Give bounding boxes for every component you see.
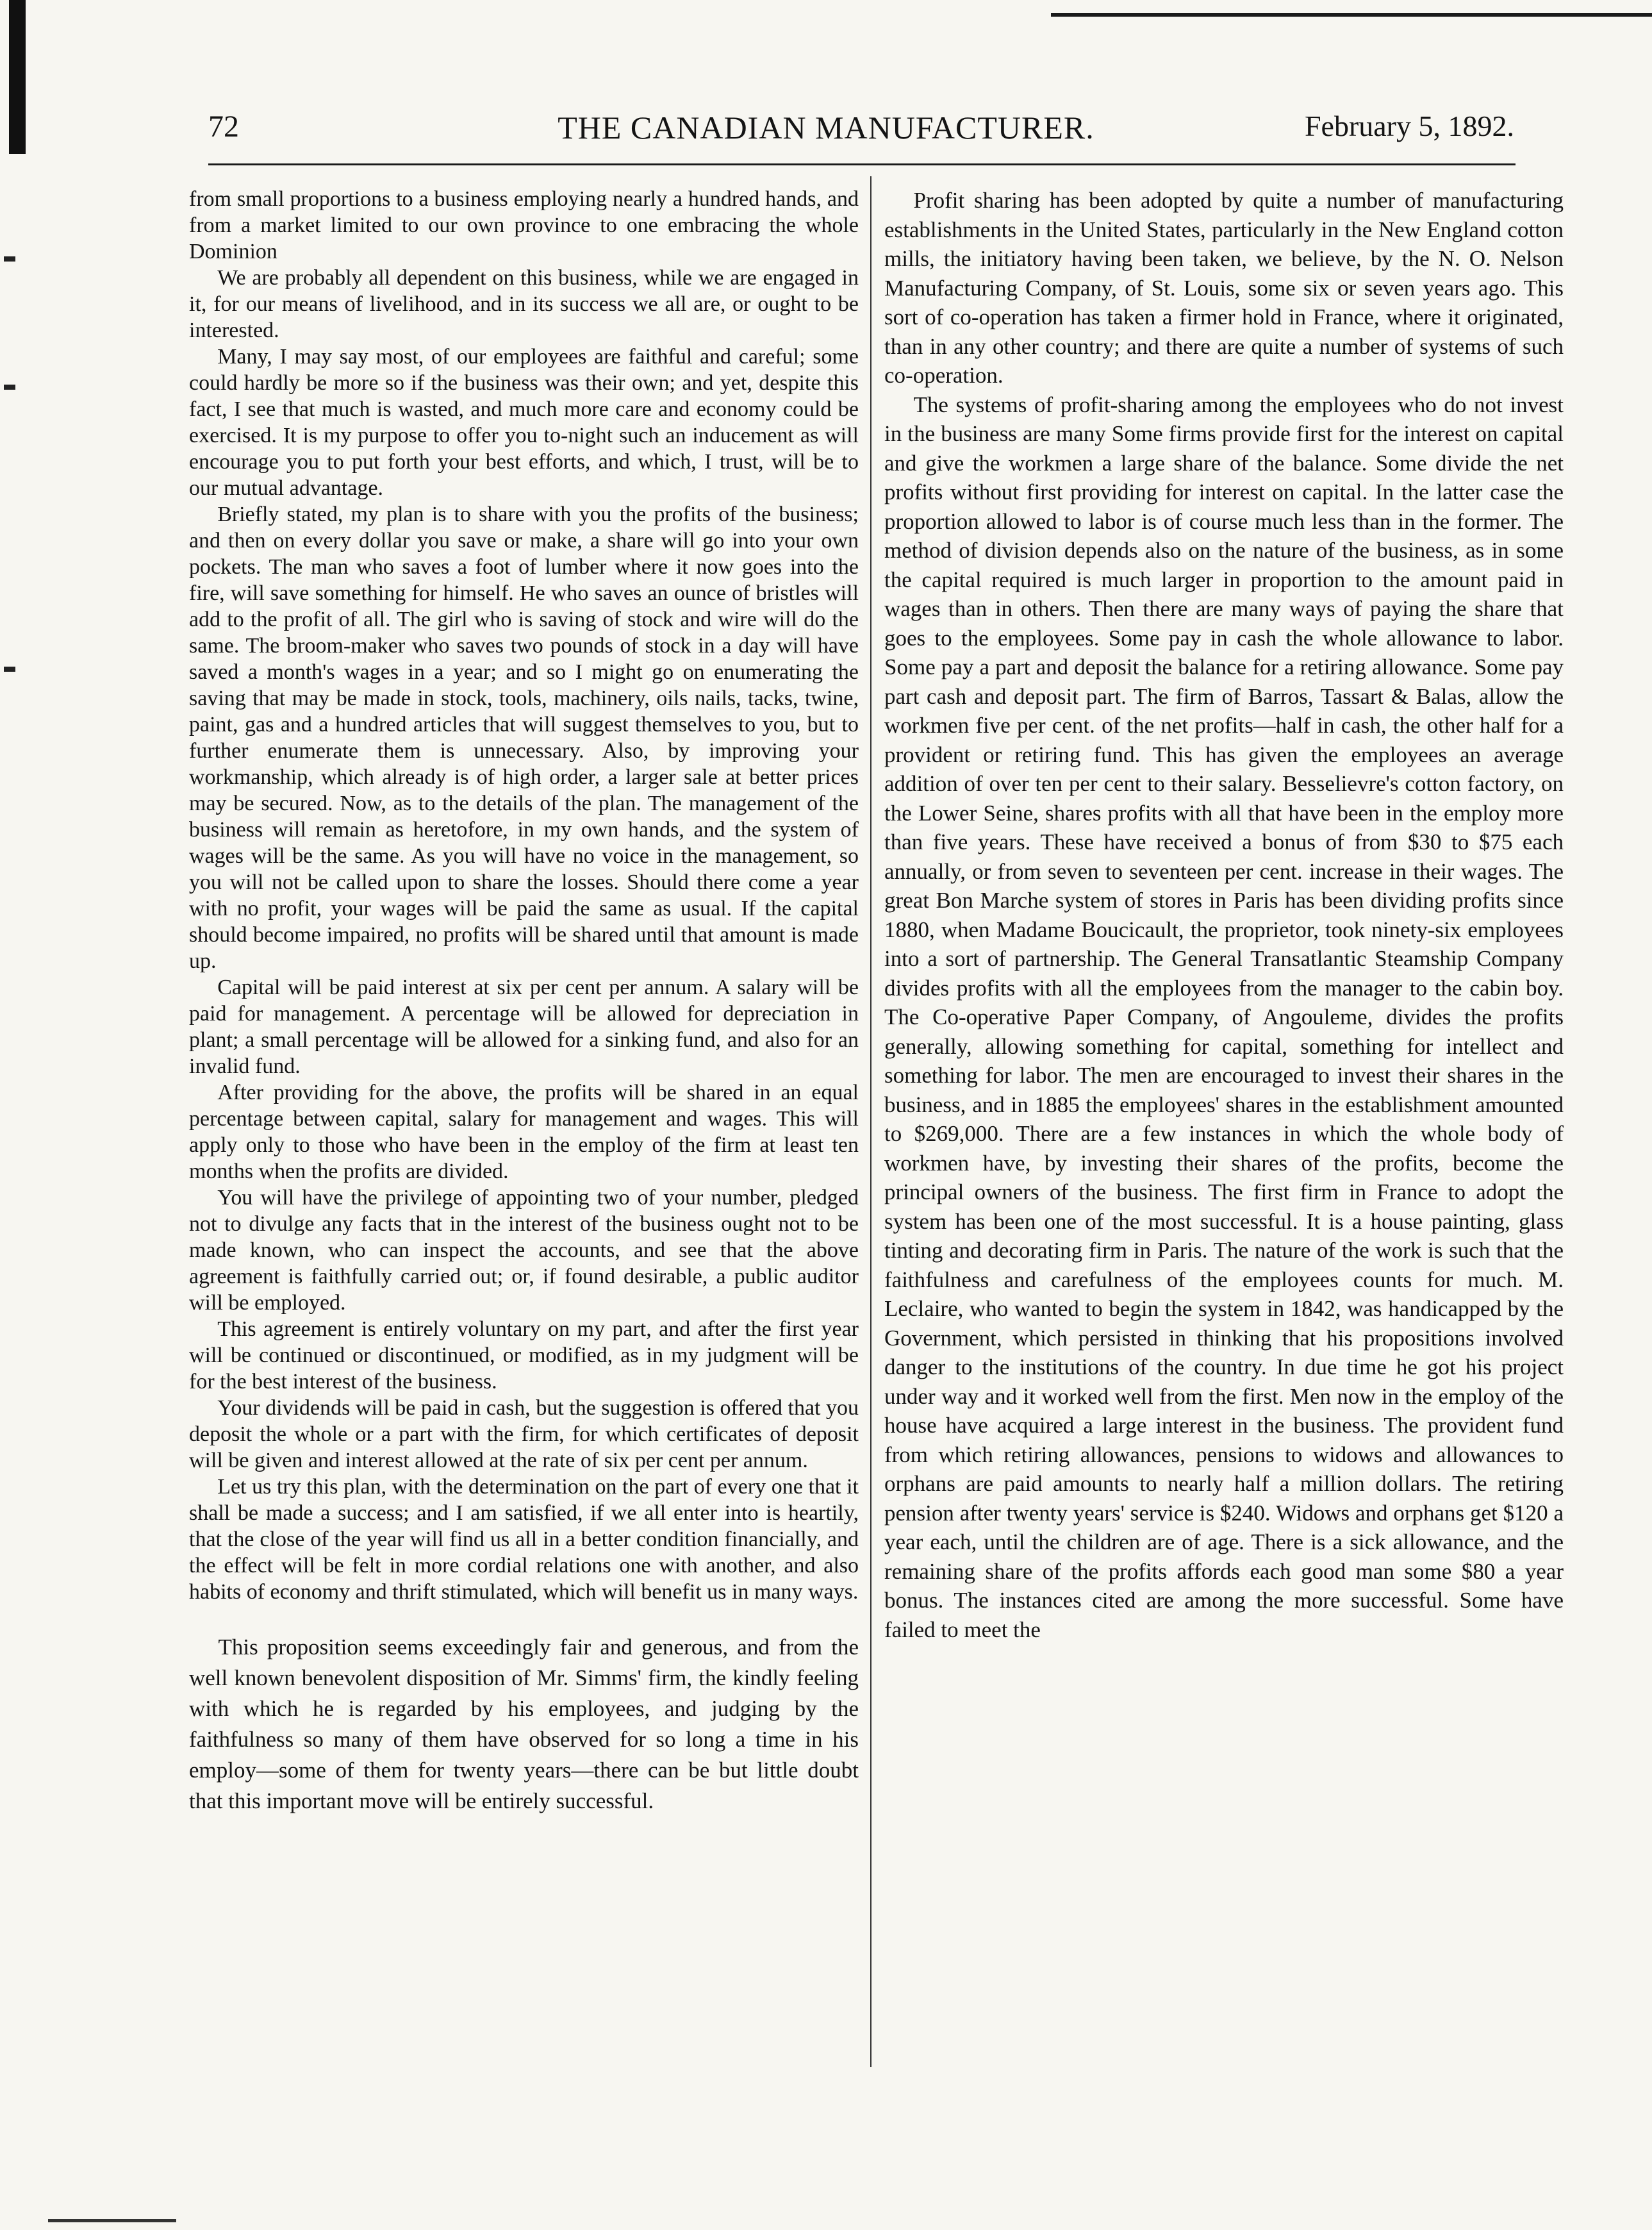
header-rule (208, 163, 1516, 165)
section-gap (189, 1605, 859, 1632)
issue-date: February 5, 1892. (1304, 110, 1514, 142)
paragraph: This agreement is entirely voluntary on my part, and after the first year will be continued or discontinued, or modified, as in my judgment will be for the best interest of the business. (189, 1317, 859, 1394)
paragraph: You will have the privilege of appointing two of your number, pledged not to divulge any facts that in the interest of the business ought not to be made known, who can inspect the accounts, and see that the above agreement is faithfully carried out; or, if found desirable, a public auditor will be employed. (189, 1186, 859, 1315)
left-column (189, 186, 859, 1817)
column-divider (870, 176, 871, 2067)
top-rule (1051, 13, 1652, 17)
scan-margin-mark (4, 385, 15, 390)
paragraph: We are probably all dependent on this business, while we are engaged in it, for our means of livelihood, and in its success we all are, or ought to be interested. (189, 266, 859, 342)
scan-bottom-mark (48, 2219, 176, 2222)
scan-margin-mark (4, 256, 15, 262)
paragraph: The systems of profit-sharing among the employees who do not invest in the business are many Some firms provide first for the interest on capital and give the workmen a large share of the balance. Some divide the net profits without first providing for interest on capital. In the latter case the proportion allowed to labor is of course much less than in the former. The method of division depends also on the nature of the business, as in some the capital required is much larger in proportion to the amount paid in wages than in others. Then there are many ways of paying the share that goes to the employees. Some pay in cash the whole allowance to labor. Some pay a part and deposit the balance for a retiring allowance. Some pay part cash and deposit part. The firm of Barros, Tassart & Balas, allow the workmen five per cent. of the net profits—half in cash, the other half for a provident or retiring fund. This has given the employees an average addition of over ten per cent to their salary. Besselievre's cotton factory, on the Lower Seine, shares profits with all that have been in the employ more than five years. These have received a bonus of from $30 to $75 each annually, or from seven to seventeen per cent. increase in their wages. The great Bon Marche system of stores in Paris has been dividing profits since 1880, when Madame Boucicault, the proprietor, took ninety-six employees into a sort of partnership. The General Transatlantic Steamship Company divides profits with all the employees from the manager to the cabin boy. The Co-operative Paper Company, of Angouleme, divides the profits generally, allowing something for capital, something for intellect and something for labor. The men are encouraged to invest their shares in the business, and in 1885 the employees' shares in the establishment amounted to $269,000. There are a few instances in which the whole body of workmen have, by investing their shares of the profits, become the principal owners of the business. The first firm in France to adopt the system has been one of the most successful. It is a house painting, glass tinting and decorating firm in Paris. The nature of the work is such that the faithfulness and carefulness of the employees counts for much. M. Leclaire, who wanted to begin the system in 1842, was handicapped by the Government, which persisted in thinking that his propositions involved danger to the institutions of the country. In due time he got his project under way and it worked well from the first. Men now in the employ of the house have acquired a large interest in the business. The provident fund from which retiring allowances, pensions to widows and allowances to orphans are paid amounts to nearly half a million dollars. The retiring pension after twenty years' service is $240. Widows and orphans get $120 a year each, until the children are of age. There is a sick allowance, and the remaining share of the profits affords each good man some $80 a year bonus. The instances cited are among the more successful. Some have failed to meet the (884, 392, 1564, 1642)
paragraph: Capital will be paid interest at six per cent per annum. A salary will be paid for management. A percentage will be allowed for depreciation in plant; a small percentage will be allowed for a sinking fund, and also for an invalid fund. (189, 976, 859, 1078)
paragraph: Many, I may say most, of our employees are faithful and careful; some could hardly be more so if the business was their own; and yet, despite this fact, I see that much is wasted, and much more care and economy could be exercised. It is my purpose to offer you to-night such an inducement as will encourage you to put forth your best efforts, and which, I trust, will be to our mutual advantage. (189, 345, 859, 500)
paragraph: from small proportions to a business employing nearly a hundred hands, and from a market limited to our own province to one embracing the whole Dominion (189, 187, 859, 263)
page-header (0, 109, 1652, 160)
right-column (884, 186, 1564, 1644)
closing-paragraph: This proposition seems exceedingly fair and generous, and from the well known benevolent disposition of Mr. Simms' firm, the kindly feeling with which he is regarded by his employees, and judging by the faithfulness so many of them have observed for so long a time in his employ—some of them for twenty years—there can be but little doubt that this important move will be entirely successful. (189, 1635, 859, 1813)
paragraph: Briefly stated, my plan is to share with you the profits of the business; and then on every dollar you save or make, a share will go into your own pockets. The man who saves a foot of lumber where it now goes into the fire, will save something for himself. He who saves an ounce of bristles will add to the profit of all. The girl who is saving of stock and wire will do the same. The broom-maker who saves two pounds of stock in a day will have saved a month's wages in a year; and so I might go on enumerating the saving that may be made in stock, tools, machinery, oils nails, tacks, twine, paint, gas and a hundred articles that will suggest themselves to you, but to further enumerate them is unnecessary. Also, by improving your workmanship, which already is of high order, a larger sale at better prices may be secured. Now, as to the details of the plan. The management of the business will remain as heretofore, in my own hands, and the system of wages will be the same. As you will have no voice in the management, so you will not be called upon to share the losses. Should there come a year with no profit, your wages will be paid the same as usual. If the capital should become impaired, no profits will be shared until that amount is made up. (189, 503, 859, 973)
journal-title: THE CANADIAN MANUFACTURER. (558, 110, 1094, 146)
scan-margin-mark (4, 667, 15, 672)
paragraph: Let us try this plan, with the determination on the part of every one that it shall be made a success; and I am satisfied, if we all enter into is heartily, that the close of the year will find us all in a better condition financially, and the effect will be felt in more cordial relations one with another, and also habits of economy and thrift stimulated, which will benefit us in many ways. (189, 1475, 859, 1604)
paragraph: Your dividends will be paid in cash, but the suggestion is offered that you deposit the whole or a part with the firm, for which certificates of deposit will be given and interest allowed at the rate of six per cent per annum. (189, 1396, 859, 1472)
paragraph: After providing for the above, the profits will be shared in an equal percentage between capital, salary for management and wages. This will apply only to those who have been in the employ of the firm at least ten months when the profits are divided. (189, 1081, 859, 1183)
paragraph: Profit sharing has been adopted by quite a number of manufacturing establishments in the United States, particularly in the New England cotton mills, the initiatory having been taken, we believe, by the N. O. Nelson Manufacturing Company, of St. Louis, some six or seven years ago. This sort of co-operation has taken a firmer hold in France, where it originated, than in any other country; and there are quite a number of systems of such co-operation. (884, 188, 1564, 388)
page-number: 72 (208, 110, 239, 144)
